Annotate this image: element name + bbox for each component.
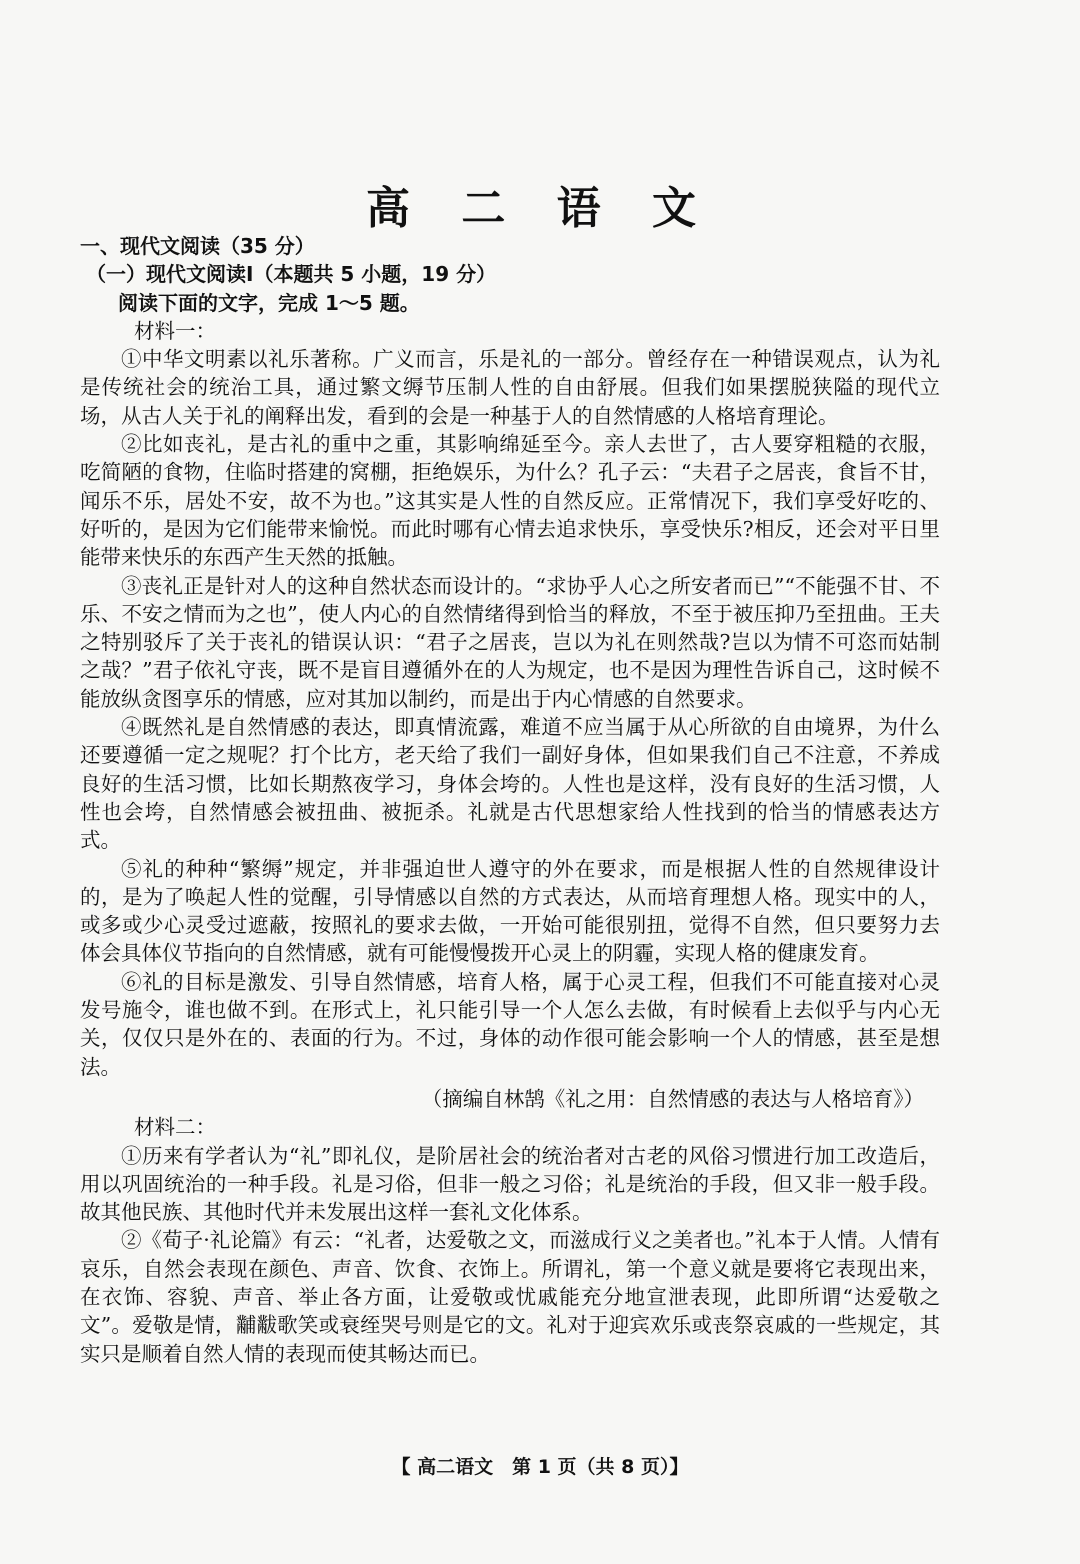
page-title: 高 二 语 文 xyxy=(366,183,714,234)
material1-label: 材料一： xyxy=(134,318,216,343)
paragraph: ③丧礼正是针对人的这种自然状态而设计的。“求协乎人心之所安者而已”“不能强不甘、不乐、不安之情而为之也”，使人内心的自然情绪得到恰当的释放，不至于被压抑乃至扭曲。王夫之特别驳斥了关于丧礼的错误认识：“君子之居丧，岂以为礼在则然哉?岂以为情不可恣而姑制之哉？”君子依礼守丧，既不是盲目遵循外在的人为规定，也不是因为理性告诉自己，这时候不能放纵贪图享乐的情感，应对其加以制约，而是出于内心情感的自然要求。 xyxy=(80,573,940,711)
content xyxy=(80,232,940,1368)
page-footer: 【 高二语文 第 1 页（共 8 页）】 xyxy=(391,1456,689,1478)
paragraph: ④既然礼是自然情感的表达，即真情流露，难道不应当属于从心所欲的自由境界，为什么还要遵循一定之规呢？打个比方，老天给了我们一副好身体，但如果我们自己不注意，不养成良好的生活习惯，比如长期熬夜学习，身体会垮的。人性也是这样，没有良好的生活习惯，人性也会垮，自然情感会被扭曲、被扼杀。礼就是古代思想家给人性找到的恰当的情感表达方式。 xyxy=(80,715,940,853)
source-citation: （摘编自林鹄《礼之用：自然情感的表达与人格培育》） xyxy=(421,1086,924,1111)
paragraph: ⑥礼的目标是激发、引导自然情感，培育人格，属于心灵工程，但我们不可能直接对心灵发号施令，谁也做不到。在形式上，礼只能引导一个人怎么去做，有时候看上去似乎与内心无关，仅仅只是外在的、表面的行为。不过，身体的动作很可能会影响一个人的情感，甚至是想法。 xyxy=(80,969,940,1079)
paragraph: ⑤礼的种种“繁缛”规定，并非强迫世人遵守的外在要求，而是根据人性的自然规律设计的，是为了唤起人性的觉醒，引导情感以自然的方式表达，从而培育理想人格。现实中的人，或多或少心灵受过遮蔽，按照礼的要求去做，一开始可能很别扭，觉得不自然，但只要努力去体会具体仪节指向的自然情感，就有可能慢慢拨开心灵上的阴霾，实现人格的健康发育。 xyxy=(80,856,940,966)
section-heading: 一、现代文阅读（35 分） xyxy=(80,234,315,258)
paragraph: ②比如丧礼，是古礼的重中之重，其影响绵延至今。亲人去世了，古人要穿粗糙的衣服，吃简陋的食物，住临时搭建的窝棚，拒绝娱乐，为什么？孔子云：“夫君子之居丧，食旨不甘，闻乐不乐，居处不安，故不为也。”这其实是人性的自然反应。正常情况下，我们享受好吃的、好听的，是因为它们能带来愉悦。而此时哪有心情去追求快乐，享受快乐?相反，还会对平日里能带来快乐的东西产生天然的抵触。 xyxy=(80,432,940,570)
material2-label: 材料二： xyxy=(134,1115,216,1140)
instruction: 阅读下面的文字，完成 1～5 题。 xyxy=(118,290,420,315)
paragraph: ①历来有学者认为“礼”即礼仪，是阶居社会的统治者对古老的风俗习惯进行加工改造后，用以巩固统治的一种手段。礼是习俗，但非一般之习俗；礼是统治的手段，但又非一般手段。故其他民族、其他时代并未发展出这样一套礼文化体系。 xyxy=(80,1143,940,1225)
paragraph: ①中华文明素以礼乐著称。广义而言，乐是礼的一部分。曾经存在一种错误观点，认为礼是传统社会的统治工具，通过繁文缛节压制人性的自由舒展。但我们如果摆脱狭隘的现代立场，从古人关于礼的阐释出发，看到的会是一种基于人的自然情感的人格培育理论。 xyxy=(80,347,940,428)
paragraph: ②《荀子·礼论篇》有云：“礼者，达爱敬之文，而滋成行义之美者也。”礼本于人情。人情有哀乐，自然会表现在颜色、声音、饮食、衣饰上。所谓礼，第一个意义就是要将它表现出来，在衣饰、容貌、声音、举止各方面，让爱敬或忧戚能充分地宣泄表现，此即所谓“达爱敬之文”。爱敬是情，黼黻歌笑或衰绖哭号则是它的文。礼对于迎宾欢乐或丧祭哀戚的一些规定，其实只是顺着自然人情的表现而使其畅达而已。 xyxy=(80,1228,940,1366)
subsection-heading: （一）现代文阅读Ⅰ（本题共 5 小题，19 分） xyxy=(86,262,497,287)
